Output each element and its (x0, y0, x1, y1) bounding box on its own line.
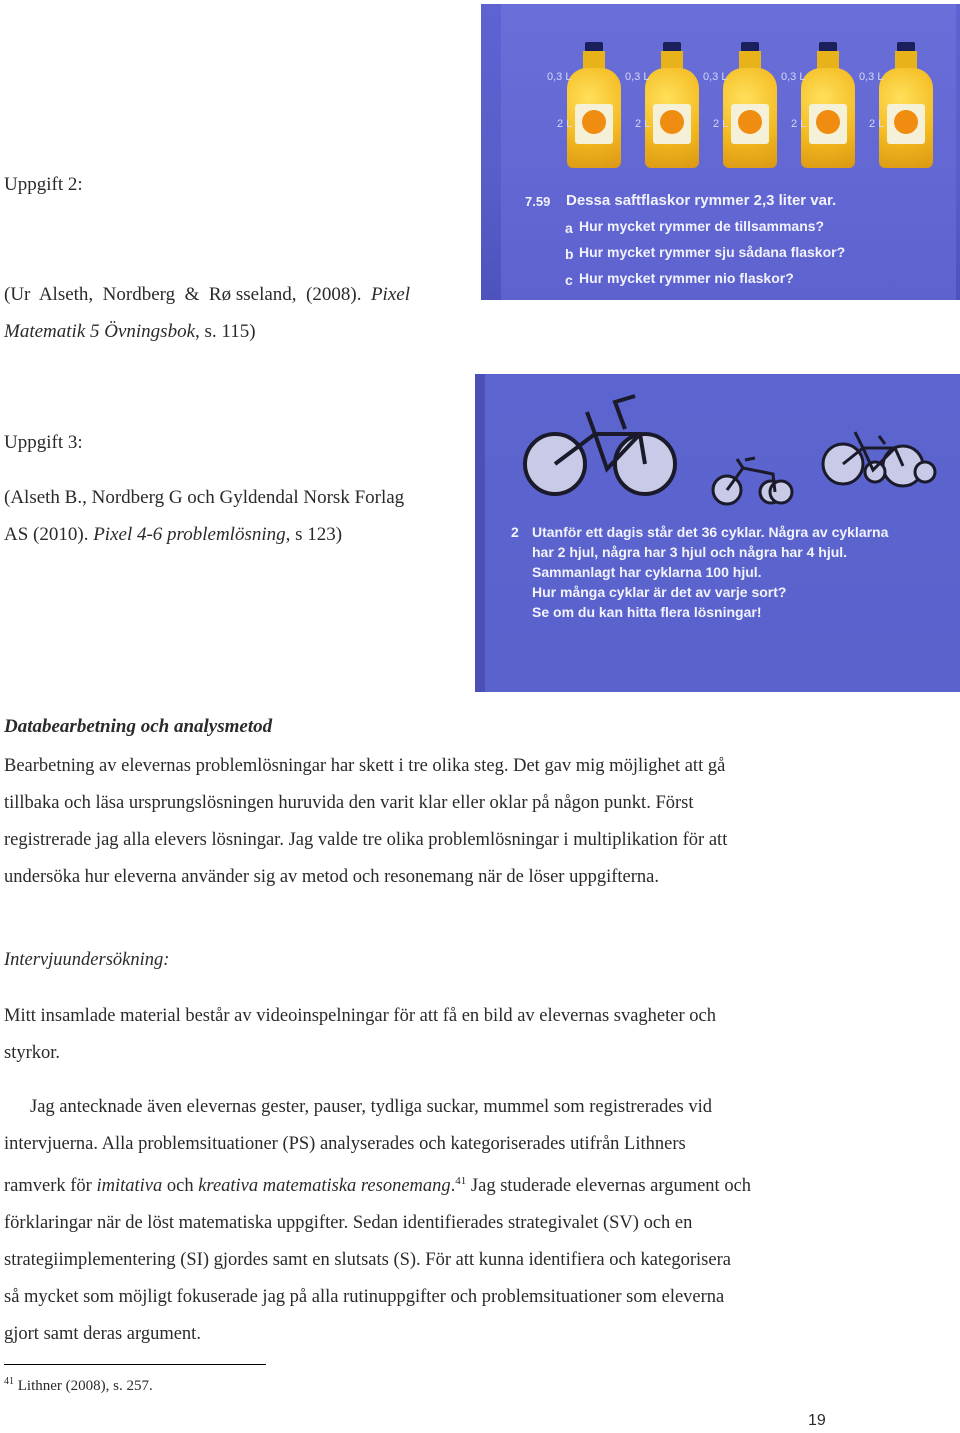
reference-text: , s 123) (285, 524, 343, 545)
paragraph-1 (4, 748, 727, 896)
text-line: förklaringar när de löst matematiska uppgifter. Sedan identifierades strategivalet (SV) och en (4, 1213, 693, 1234)
text-line: gjort samt deras argument. (4, 1324, 201, 1345)
text-line: så mycket som möjligt fokuserade jag på alla rutinuppgifter och problemsituationer som eleverna (4, 1287, 725, 1308)
question-letter: a (565, 220, 573, 236)
subheading: Intervjuundersökning: (4, 950, 170, 970)
juice-bottle (799, 42, 857, 170)
text-line: Mitt insamlade material består av videoinspelningar för att få en bild av elevernas svagheter och (4, 1006, 716, 1026)
tricycle (713, 458, 792, 504)
reference-text: AS (2010). (4, 524, 94, 545)
footnote-ref[interactable]: 41 (455, 1175, 467, 1187)
reference-title: Pixel 4-6 problemlösning (93, 524, 286, 545)
volume-label: 0,3 L (703, 71, 728, 83)
volume-label: 0,3 L (625, 71, 650, 83)
volume-label: 0,3 L (859, 71, 884, 83)
volume-label: 2 L (713, 118, 729, 130)
text-span: Jag studerade elevernas argument och (466, 1176, 752, 1197)
text-span: . (450, 1176, 456, 1197)
question-letter: b (565, 246, 574, 262)
text-span: ramverk för (4, 1176, 97, 1197)
reference-title: Pixel (370, 284, 410, 305)
bicycles-illustration (475, 374, 960, 524)
bicycle-two-wheels (525, 396, 675, 494)
juice-bottle (565, 42, 623, 170)
uppgift-2-reference-line2 (4, 321, 256, 343)
juice-bottle (643, 42, 701, 170)
text-line: Jag antecknade även elevernas gester, pauser, tydliga suckar, mummel som registrerades vid (30, 1097, 713, 1117)
section-heading: Databearbetning och analysmetod (4, 716, 273, 737)
task-number: 2 (511, 524, 519, 540)
task-line: Utanför ett dagis står det 36 cyklar. Några av cyklarna (532, 524, 889, 540)
footnote-text: Lithner (2008), s. 257. (14, 1378, 153, 1394)
question-text: Hur mycket rymmer de tillsammans? (579, 218, 825, 234)
volume-label: 2 L (557, 118, 573, 130)
volume-label: 0,3 L (547, 71, 572, 83)
bicycles-photo (475, 374, 960, 692)
question-text: Hur mycket rymmer sju sådana flaskor? (579, 244, 846, 260)
text-line (4, 1163, 751, 1205)
paragraph-3 (4, 1089, 751, 1353)
footnote (4, 1376, 153, 1395)
text-span-italic: kreativa matematiska resonemang (198, 1176, 451, 1197)
juice-bottle (877, 42, 935, 170)
text-line: strategiimplementering (SI) gjordes samt en slutsats (S). För att kunna identifiera och kategorisera (4, 1250, 731, 1271)
reference-text: (Ur Alseth, Nordberg & Rø sseland, (2008). (4, 284, 371, 305)
task-line: har 2 hjul, några har 3 hjul och några har 4 hjul. (532, 544, 848, 560)
task-number: 7.59 (525, 194, 551, 209)
page-number: 19 (808, 1412, 826, 1429)
text-span-italic: imitativa (96, 1176, 163, 1197)
task-line: Sammanlagt har cyklarna 100 hjul. (532, 564, 762, 580)
uppgift-2-label: Uppgift 2: (4, 174, 83, 195)
paragraph-2 (4, 998, 716, 1072)
question-text: Hur mycket rymmer nio flaskor? (579, 270, 794, 286)
footnote-separator (4, 1364, 266, 1365)
text-line: undersöka hur eleverna använder sig av metod och resonemang när de löser uppgifterna. (4, 867, 659, 887)
volume-label: 2 L (791, 118, 807, 130)
task-line: Hur många cyklar är det av varje sort? (532, 584, 787, 600)
text-line: styrkor. (4, 1043, 61, 1063)
text-line: intervjuerna. Alla problemsituationer (PS) analyserades och kategoriserades utifrån Lithners (4, 1134, 686, 1154)
uppgift-3-label: Uppgift 3: (4, 432, 83, 453)
reference-title: Matematik 5 Övningsbok (4, 321, 196, 342)
question-letter: c (565, 272, 573, 288)
task-text: Dessa saftflaskor rymmer 2,3 liter var. (566, 192, 837, 209)
uppgift-3-reference-line2 (4, 524, 342, 546)
text-line: registrerade jag alla elevers lösningar. Jag valde tre olika problemlösningar i multiplikation för att (4, 830, 728, 850)
volume-label: 0,3 L (781, 71, 806, 83)
volume-label: 2 L (869, 118, 885, 130)
task-line: Se om du kan hitta flera lösningar! (532, 604, 762, 620)
bicycle-training-wheels (823, 432, 935, 486)
volume-label: 2 L (635, 118, 651, 130)
juice-bottle (721, 42, 779, 170)
footnote-number: 41 (4, 1376, 14, 1387)
uppgift-2-reference-line1 (4, 284, 410, 306)
text-line: Bearbetning av elevernas problemlösningar har skett i tre olika steg. Det gav mig möjlighet att gå (4, 756, 726, 776)
text-span: och (162, 1176, 199, 1197)
uppgift-3-reference-line1: (Alseth B., Nordberg G och Gyldendal Norsk Forlag (4, 487, 405, 508)
text-line: tillbaka och läsa ursprungslösningen huruvida den varit klar eller oklar på någon punkt. Först (4, 793, 694, 813)
juice-bottles-photo (481, 4, 960, 300)
reference-text: , s. 115) (195, 321, 256, 342)
